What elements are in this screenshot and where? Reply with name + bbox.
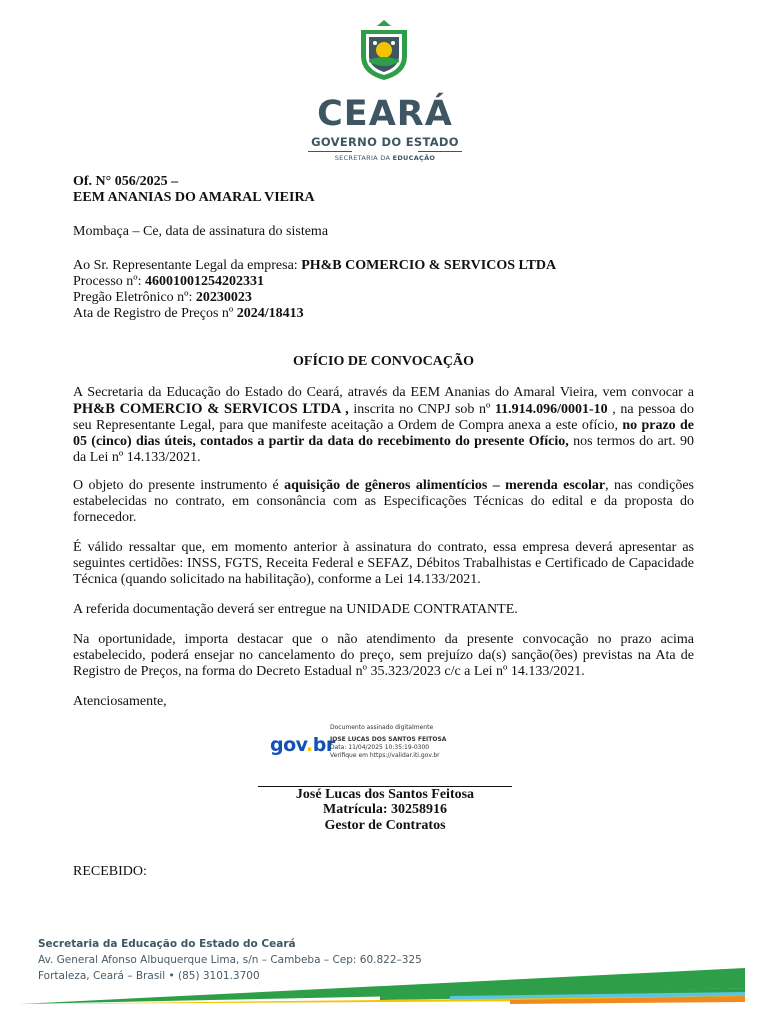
brand-secretaria-prefix: SECRETARIA DA [334,154,391,162]
paragraph-delivery: A referida documentação deverá ser entregue na UNIDADE CONTRATANTE. [73,602,518,617]
pregao-label: Pregão Eletrônico nº: [73,290,196,305]
paragraph-object [73,478,694,526]
closing: Atenciosamente, [73,694,167,709]
footer-street: Av. General Afonso Albuquerque Lima, s/n – Cambeba – Cep: 60.822–325 [38,954,422,966]
addressee-prefix: Ao Sr. Representante Legal da empresa: [73,258,302,273]
p1-text-a: A Secretaria da Educação do Estado do Ceará, através da EEM Ananias do Amaral Vieira, vem convocar a [73,385,694,400]
school-name: EEM ANANIAS DO AMARAL VIEIRA [73,190,315,205]
signatory-registration: Matrícula: 30258916 [322,802,448,817]
ref-number: Of. N° 056/2025 – [73,174,179,189]
signatory-name: José Lucas dos Santos Feitosa [295,787,475,802]
paragraph-sanctions: Na oportunidade, importa destacar que o não atendimento da presente convocação no prazo acima estabelecido, poderá ensejar no cancelamento do preço, sem prejuízo da(s) sanção(ões) previstas na Ata de Registro de Preços, na forma do Decreto Estadual nº 35.323/2023 c/c a Lei nº 14.133/2021. [73,632,694,679]
govbr-logo-br: br [312,734,335,756]
paragraph-convocation [73,385,694,466]
process-label: Processo nº: [73,274,146,289]
footer-org: Secretaria da Educação do Estado do Ceará [38,938,296,950]
brand-divider-left [308,151,352,152]
pregao-value: 20230023 [195,290,252,305]
p1-deadline: no prazo de 05 (cinco) dias úteis, contados a partir da data do recebimento do presente Ofício, [73,418,694,449]
p1-company: PH&B COMERCIO & SERVICOS LTDA , [73,401,349,417]
p2-text-b: , nas condições estabelecidas no contrato, em consonância com as Especificações Técnicas do edital e da proposta do fornecedor. [73,478,694,525]
document-title: OFÍCIO DE CONVOCAÇÃO [293,354,474,369]
brand-subtitle: GOVERNO DO ESTADO [311,135,459,149]
ata-value: 2024/18413 [236,306,304,321]
p1-cnpj: 11.914.096/0001-10 [494,402,608,417]
p1-text-c: , na pessoa do seu Representante Legal, para que manifeste aceitação a Ordem de Compra anexa a este ofício, [73,402,694,433]
ata-line [73,306,304,322]
company-name: PH&B COMERCIO & SERVICOS LTDA [301,258,557,273]
addressee-line [73,258,556,274]
brand-divider-right [418,151,462,152]
footer-city-phone: Fortaleza, Ceará – Brasil • (85) 3101.3700 [38,970,260,982]
signature-signer: JOSE LUCAS DOS SANTOS FEITOSA [330,736,447,743]
footer-color-stripe [0,960,768,1024]
p2-object: aquisição de gêneros alimentícios – merenda escolar [284,478,606,493]
ata-label: Ata de Registro de Preços nº [73,306,237,321]
ceara-government-logo [300,14,470,162]
signature-label: Documento assinado digitalmente [330,724,434,731]
govbr-logo-dot: . [306,734,313,756]
paragraph-certificates: É válido ressaltar que, em momento anterior à assinatura do contrato, essa empresa deverá apresentar as seguintes certidões: INSS, FGTS, Receita Federal e SEFAZ, Débitos Trabalhistas e Certificado de Capacidade Técnica (quando solicitado na habilitação), conforme a Lei 14.133/2021. [73,540,694,587]
govbr-logo [270,734,335,756]
signatory-role: Gestor de Contratos [324,818,446,833]
digital-signature-stamp [266,720,484,770]
signature-verify: Verifique em https://validar.iti.gov.br [330,752,440,759]
signature-date: Data: 11/04/2025 10:35:19-0300 [330,744,430,751]
p1-text-b: inscrita no CNPJ sob nº [348,402,495,417]
govbr-logo-gov: gov [270,734,306,756]
brand-secretaria-bold: EDUCAÇÃO [392,154,436,162]
pregao-line [73,290,252,306]
p1-text-d: nos termos do art. 90 da Lei nº 14.133/2021. [73,434,694,465]
received-label: RECEBIDO: [73,864,147,879]
process-line [73,274,264,290]
process-value: 46001001254202331 [145,274,265,289]
ceara-crest-icon [355,18,413,82]
p2-text-a: O objeto do presente instrumento é [73,478,285,493]
brand-secretaria [300,154,470,162]
brand-title: CEARÁ [317,94,453,134]
place-date: Mombaça – Ce, data de assinatura do sistema [73,224,329,239]
